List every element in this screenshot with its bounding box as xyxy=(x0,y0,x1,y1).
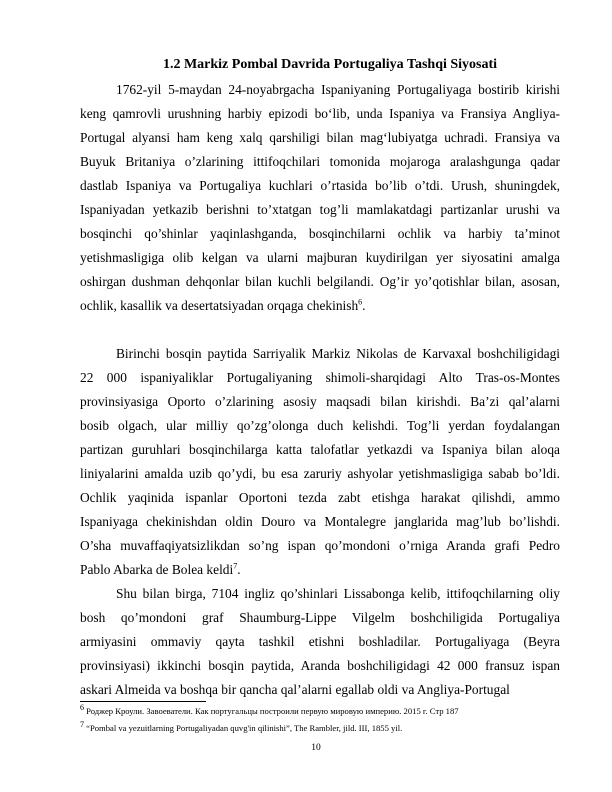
text-line xyxy=(80,369,560,387)
text-line xyxy=(80,225,560,243)
text-line xyxy=(80,201,560,219)
line-text: Pablo Abarka de Bolea keldi xyxy=(80,562,234,577)
footnote-reference[interactable]: 7 xyxy=(233,561,238,571)
text-line xyxy=(80,441,560,459)
text-line xyxy=(116,81,560,99)
text-line xyxy=(80,609,560,627)
footnote-separator xyxy=(80,701,206,702)
text-line xyxy=(80,393,560,411)
text-line xyxy=(116,585,560,603)
footnote-7 xyxy=(80,720,403,733)
line-text: dastlab Ispaniya va Portugaliya kuchlari o’rtasida bo’lib o’tdi. Urush, shuningdek, xyxy=(80,178,560,193)
text-line xyxy=(80,417,560,435)
line-text: yetishmasligiga olib kelgan va ularni majburan kuydirilgan yer siyosatini amalga xyxy=(80,250,560,265)
line-text: O’sha muvaffaqiyatsizlikdan so’ng ispan qo’mondoni o’rniga Aranda grafi Pedro xyxy=(80,538,560,553)
text-line xyxy=(80,489,560,507)
line-text: liniyalarini amalda uzib qo’ydi, bu esa zaruriy ashyolar yetishmasligiga sabab bo’ldi. xyxy=(80,466,560,481)
line-text: provinsiyasi) ikkinchi bosqin paytida, Aranda boshchiligidagi 42 000 fransuz ispan xyxy=(80,658,560,673)
line-text: bosh qo’mondoni graf Shaumburg-Lippe Vilgelm boshchiligida Portugaliya xyxy=(80,610,560,625)
line-text: Ispaniyaga chekinishdan oldin Douro va Montalegre janglarida mag’lub bo’lishdi. xyxy=(80,514,560,529)
line-text: Portugal alyansi ham keng xalq qarshiligi bilan mag‘lubiyatga uchradi. Fransiya va xyxy=(80,130,560,145)
text-line: Pablo Abarka de Bolea keldi$^7$. xyxy=(80,561,241,577)
text-line xyxy=(116,345,560,363)
text-line xyxy=(80,657,560,675)
text-line xyxy=(80,633,560,651)
text-line xyxy=(80,249,560,267)
text-line xyxy=(80,465,560,483)
page-number: 10 xyxy=(311,743,321,753)
line-text: Shu bilan birga, 7104 ingliz qo’shinlari Lissabonga kelib, ittifoqchilarning oliy xyxy=(116,586,560,601)
line-text: bosib olgach, ular milliy qo’zg’olonga duch kelishdi. Tog’li yerdan foydalangan xyxy=(80,418,560,433)
line-text: provinsiyasiga Oporto o’zlarining asosiy maqsadi bilan kirishdi. Ba’zi qal’alarni xyxy=(80,394,560,409)
text-line xyxy=(80,129,560,147)
text-line xyxy=(80,153,560,171)
text-line: ochlik, kasallik va desertatsiyadan orqaga chekinish$^6$. xyxy=(80,297,366,313)
line-text: oshirgan dushman dehqonlar bilan kuchli belgilandi. Og’ir yo’qotishlar bilan, asosan, xyxy=(80,274,560,289)
line-text: 1762-yil 5-maydan 24-noyabrgacha Ispaniyaning Portugaliyaga bostirib kirishi xyxy=(116,82,560,97)
text-line xyxy=(80,105,560,123)
line-text: Buyuk Britaniya o’zlarining ittifoqchilari tomonida mojaroga aralashgunga qadar xyxy=(80,154,560,169)
line-text: armiyasini ommaviy qayta tashkil etishni boshladilar. Portugaliyaga (Beyra xyxy=(80,634,560,649)
line-text: askari Almeida va boshqa bir qancha qal’alarni egallab oldi va Angliya-Portugal xyxy=(80,682,510,697)
line-text: Ochlik yaqinida ispanlar Oportoni tezda zabt etishga harakat qilishdi, ammo xyxy=(80,490,560,505)
line-text: keng qamrovli urushning harbiy epizodi bo‘lib, unda Ispaniya va Fransiya Angliya- xyxy=(80,106,560,121)
line-text: partizan guruhlari bosqinchilarga katta talofatlar yetkazdi va Ispaniya bilan aloqa xyxy=(80,442,560,457)
footnote-number: 7 xyxy=(80,720,84,730)
text-line xyxy=(80,273,560,291)
line-text: ochlik, kasallik va desertatsiyadan orqaga chekinish xyxy=(80,298,359,313)
footnote-number: 6 xyxy=(80,703,84,713)
line-text: bosqinchi qo’shinlar yaqinlashganda, bosqinchilarni ochlik va harbiy ta’minot xyxy=(80,226,560,241)
footnote-text: Роджер Кроули. Завоеватели. Как португальцы построили первую мировую империю. 2015 г. Стр 187 xyxy=(86,706,459,716)
footnote-text: “Pombal va yezuitlarning Portugaliyadan quvg'in qilinishi”, The Rambler, jild. III, 1855 yil. xyxy=(86,723,403,733)
text-line xyxy=(80,177,560,195)
text-line xyxy=(80,513,560,531)
text-line xyxy=(80,681,560,699)
footnote-reference[interactable]: 6 xyxy=(358,297,363,307)
text-line xyxy=(80,537,560,555)
line-text: Birinchi bosqin paytida Sarriyalik Markiz Nikolas de Karvaxal boshchiligidagi xyxy=(116,346,560,361)
line-text: Ispaniyadan yetkazib berishni to’xtatgan tog’li mamlakatdagi partizanlar urushi va xyxy=(80,202,560,217)
footnote-6 xyxy=(80,703,459,716)
section-title: 1.2 Markiz Pombal Davrida Portugaliya Tashqi Siyosati xyxy=(162,57,498,72)
line-text: 22 000 ispaniyaliklar Portugaliyaning shimoli-sharqidagi Alto Tras-os-Montes xyxy=(80,370,560,385)
